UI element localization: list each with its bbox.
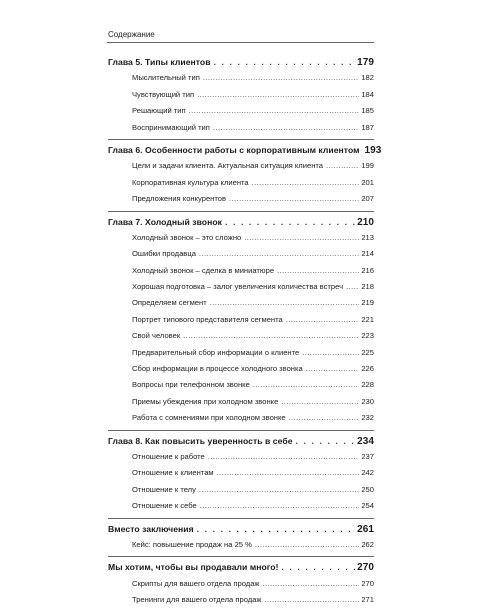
subentry-page-number: 271 [361, 595, 374, 605]
header-rule [107, 42, 374, 43]
toc-section [108, 519, 374, 558]
subentry-page-number: 199 [361, 161, 374, 171]
subentry-title: Холодный звонок – это сложно [132, 232, 242, 242]
subentry-page-number: 237 [361, 451, 374, 461]
subentry-title: Портрет типового представителя сегмента [132, 314, 283, 324]
dot-leader [255, 537, 359, 553]
toc-chapter-entry[interactable] [108, 521, 374, 537]
toc-subentry[interactable] [108, 328, 374, 344]
toc-subentry[interactable] [108, 175, 374, 191]
toc-subentry[interactable] [108, 279, 374, 295]
subentry-page-number: 226 [361, 364, 374, 374]
chapter-page-number: 261 [357, 523, 374, 535]
dot-leader [183, 328, 359, 344]
subentry-title: Сбор информации в процессе холодного звонка [132, 364, 303, 374]
toc-subentry[interactable] [108, 377, 374, 393]
subentry-title: Ошибки продавца [132, 249, 196, 259]
subentry-title: Приемы убеждения при холодном звонке [132, 396, 279, 406]
toc-subentry[interactable] [108, 537, 374, 553]
toc-subentry[interactable] [108, 191, 374, 207]
subentry-page-number: 230 [361, 396, 374, 406]
subentry-title: Воспринимающий тип [132, 122, 210, 132]
toc-section [108, 140, 382, 212]
dot-leader [217, 465, 360, 481]
subentry-page-number: 187 [361, 122, 374, 132]
dot-leader [200, 498, 360, 514]
dot-leader [326, 158, 359, 174]
subentry-title: Предложения конкурентов [132, 194, 227, 204]
dot-leader [229, 191, 359, 207]
chapter-page-number: 270 [357, 562, 374, 574]
toc-subentry[interactable] [108, 87, 374, 103]
toc-chapter-entry[interactable] [108, 214, 374, 230]
chapter-page-number: 210 [357, 216, 374, 228]
toc-subentry[interactable] [108, 410, 374, 426]
running-head: Содержание [108, 30, 155, 39]
chapter-title: Глава 7. Холодный звонок [108, 216, 222, 227]
subentry-title: Хорошая подготовка – залог увеличения количества встреч [132, 282, 344, 292]
subentry-page-number: 254 [361, 501, 374, 511]
subentry-page-number: 216 [361, 265, 374, 275]
dot-leader [244, 230, 359, 246]
chapter-page-number: 179 [357, 57, 374, 68]
dot-leader [277, 263, 359, 279]
toc-subentry[interactable] [108, 592, 374, 608]
toc-chapter-entry[interactable] [108, 54, 374, 70]
subentry-page-number: 242 [361, 468, 374, 478]
subentry-title: Цели и задачи клиента. Актуальная ситуация клиента [132, 161, 324, 171]
dot-leader [253, 377, 360, 393]
chapter-title: Мы хотим, чтобы вы продавали много! [108, 562, 279, 573]
dot-leader [189, 103, 360, 119]
subentry-page-number: 225 [361, 347, 374, 357]
subentry-page-number: 223 [361, 331, 374, 341]
toc-subentry[interactable] [108, 449, 374, 465]
dot-leader [225, 214, 355, 230]
toc-subentry[interactable] [108, 576, 374, 592]
dot-leader [296, 433, 356, 449]
toc-subentry[interactable] [108, 230, 374, 246]
toc-subentry[interactable] [108, 70, 374, 86]
dot-leader [214, 54, 356, 70]
dot-leader [281, 394, 359, 410]
dot-leader [286, 312, 360, 328]
subentry-title: Отношение к клиентам [132, 468, 214, 478]
dot-leader [197, 87, 359, 103]
dot-leader [199, 482, 359, 498]
subentry-page-number: 221 [361, 314, 374, 324]
subentry-page-number: 185 [361, 106, 374, 116]
dot-leader [282, 559, 356, 575]
subentry-page-number: 232 [361, 413, 374, 423]
chapter-title: Глава 8. Как повысить уверенность в себе [108, 435, 293, 446]
chapter-page-number: 193 [364, 144, 382, 156]
dot-leader [263, 576, 360, 592]
toc-section [108, 431, 374, 519]
subentry-page-number: 270 [361, 578, 374, 588]
toc-subentry[interactable] [108, 361, 374, 377]
dot-leader [208, 449, 360, 465]
subentry-title: Холодный звонок – сделка в миниатюре [132, 265, 275, 275]
subentry-title: Свой человек [132, 331, 181, 341]
dot-leader [197, 521, 355, 537]
toc-subentry[interactable] [108, 103, 374, 119]
subentry-page-number: 250 [361, 484, 374, 494]
toc-subentry[interactable] [108, 120, 374, 136]
toc-subentry[interactable] [108, 158, 374, 174]
toc-subentry[interactable] [108, 498, 374, 514]
dot-leader [210, 295, 360, 311]
dot-leader [306, 361, 360, 377]
subentry-title: Работа с сомнениями при холодном звонке [132, 413, 286, 423]
subentry-title: Решающий тип [132, 106, 186, 116]
dot-leader [346, 279, 359, 295]
subentry-title: Скрипты для вашего отдела продаж [132, 578, 260, 588]
subentry-title: Определяем сегмент [132, 298, 207, 308]
dot-leader [213, 120, 359, 136]
toc-section [108, 212, 374, 431]
subentry-title: Чувствующий тип [132, 89, 195, 99]
subentry-page-number: 213 [361, 232, 374, 242]
toc-subentry[interactable] [108, 312, 374, 328]
subentry-title: Корпоративная культура клиента [132, 177, 249, 187]
subentry-title: Тренинги для вашего отдела продаж [132, 595, 262, 605]
subentry-page-number: 214 [361, 249, 374, 259]
toc-subentry[interactable] [108, 345, 374, 361]
toc-chapter-entry[interactable] [108, 142, 382, 158]
dot-leader [302, 345, 359, 361]
dot-leader [289, 410, 360, 426]
chapter-title: Вместо заключения [108, 523, 194, 534]
subentry-page-number: 207 [361, 194, 374, 204]
toc-subentry[interactable] [108, 263, 374, 279]
subentry-page-number: 201 [361, 177, 374, 187]
subentry-title: Отношение к телу [132, 484, 196, 494]
subentry-title: Вопросы при телефонном звонке [132, 380, 250, 390]
toc-subentry[interactable] [108, 394, 374, 410]
toc-subentry[interactable] [108, 465, 374, 481]
dot-leader [199, 246, 359, 262]
subentry-page-number: 182 [361, 73, 374, 83]
toc-subentry[interactable] [108, 246, 374, 262]
chapter-title: Глава 6. Особенности работы с корпоративным клиентом [108, 144, 360, 155]
dot-leader [265, 592, 360, 608]
chapter-title: Глава 5. Типы клиентов [108, 57, 211, 67]
subentry-title: Предварительный сбор информации о клиенте [132, 347, 300, 357]
subentry-title: Мыслительный тип [132, 73, 200, 83]
toc-subentry[interactable] [108, 482, 374, 498]
subentry-page-number: 262 [361, 539, 374, 549]
toc-section [108, 52, 374, 140]
subentry-page-number: 184 [361, 89, 374, 99]
toc-subentry[interactable] [108, 295, 374, 311]
dot-leader [252, 175, 360, 191]
subentry-title: Отношение к себе [132, 501, 197, 511]
subentry-page-number: 228 [361, 380, 374, 390]
subentry-page-number: 219 [361, 298, 374, 308]
table-of-contents [108, 52, 382, 612]
subentry-page-number: 218 [361, 282, 374, 292]
chapter-page-number: 234 [357, 435, 374, 447]
dot-leader [203, 70, 359, 86]
subentry-title: Отношение к работе [132, 451, 205, 461]
toc-section [108, 557, 374, 611]
toc-chapter-entry[interactable] [108, 433, 374, 449]
subentry-title: Кейс: повышение продаж на 25 % [132, 539, 252, 549]
toc-chapter-entry[interactable] [108, 559, 374, 575]
